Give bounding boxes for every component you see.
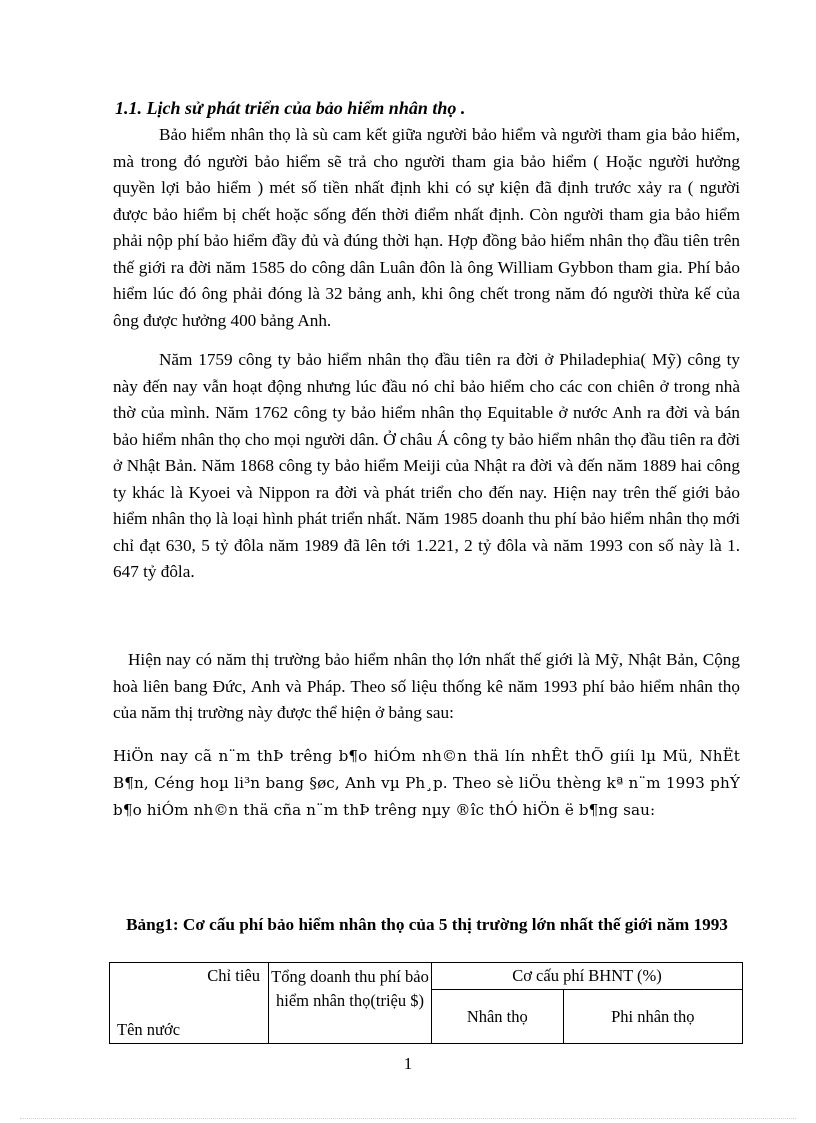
paragraph-garbled-encoding: HiÖn nay cã n¨m thÞ trêng b¶o hiÓm nh©n thä lín nhÊt thÕ giíi lµ Mü, NhËt B¶n, Céng hoµ li³n bang §øc, Anh vµ Ph¸p. Theo sè liÖu thèng kª n¨m 1993 phÝ b¶o hiÓm nh©n thä cña n¨m thÞ trêng nµy ®îc thÓ hiÖn ë b¶ng sau: bbox=[113, 747, 740, 819]
table-header-row bbox=[110, 963, 743, 990]
life-subheader-cell: Nhân thọ bbox=[432, 990, 564, 1044]
structure-header-cell: Cơ cấu phí BHNT (%) bbox=[432, 963, 743, 990]
category-label-top: Chỉ tiêu bbox=[207, 966, 260, 985]
revenue-header-cell: Tổng doanh thu phí bảo hiểm nhân thọ(triệu $) bbox=[269, 963, 432, 1044]
paragraph-history-intro: Bảo hiểm nhân thọ là sù cam kết giữa người bảo hiểm và người tham gia bảo hiểm, mà trong đó người bảo hiểm sẽ trả cho người tham gia bảo hiểm ( Hoặc người hưởng quyền lợi bảo hiểm ) mét số tiền nhất định khi có sự kiện đã định trước xảy ra ( người được bảo hiểm bị chết hoặc sống đến thời điểm nhất định. Còn người tham gia bảo hiểm phải nộp phí bảo hiểm đầy đủ và đúng thời hạn. Hợp đồng bảo hiểm nhân thọ đầu tiên trên thế giới ra đời năm 1585 do công dân Luân đôn là ông William Gybbon tham gia. Phí bảo hiểm lúc đó ông phải đóng là 32 bảng anh, khi ông chết trong năm đó người thừa kế của ông được hưởng 400 bảng Anh. bbox=[113, 125, 740, 330]
page-bottom-divider bbox=[20, 1118, 796, 1119]
section-heading: 1.1. Lịch sử phát triển của bảo hiểm nhân thọ . bbox=[115, 98, 466, 118]
paragraph-history-companies: Năm 1759 công ty bảo hiểm nhân thọ đầu tiên ra đời ở Philadephia( Mỹ) công ty này đến nay vẫn hoạt động nhưng lúc đầu nó chỉ bảo hiểm cho các con chiên ở trong nhà thờ của mình. Năm 1762 công ty bảo hiểm nhân thọ Equitable ở nước Anh ra đời và bán bảo hiểm nhân thọ cho mọi người dân. Ở châu Á công ty bảo hiểm nhân thọ đầu tiên ra đời ở Nhật Bản. Năm 1868 công ty bảo hiểm Meiji của Nhật ra đời và đến năm 1889 hai công ty khác là Kyoei và Nippon ra đời và phát triển cho đến nay. Hiện nay trên thế giới bảo hiểm nhân thọ là loại hình phát triển nhất. Năm 1985 doanh thu phí bảo hiểm nhân thọ mới chỉ đạt 630, 5 tỷ đôla năm 1989 đã lên tới 1.221, 2 tỷ đôla và năm 1993 con số này là 1. 647 tỷ đôla. bbox=[113, 350, 740, 581]
category-header-cell bbox=[110, 963, 269, 1044]
nonlife-subheader-cell: Phi nhân thọ bbox=[563, 990, 742, 1044]
premium-structure-table bbox=[109, 962, 743, 1044]
paragraph-five-markets: Hiện nay có năm thị trường bảo hiểm nhân thọ lớn nhất thế giới là Mỹ, Nhật Bản, Cộng hoà liên bang Đức, Anh và Pháp. Theo số liệu thống kê năm 1993 phí bảo hiểm nhân thọ của năm thị trường này được thể hiện ở bảng sau: bbox=[113, 650, 740, 722]
page-number: 1 bbox=[403, 1054, 413, 1073]
category-label-bottom: Tên nước bbox=[117, 1020, 181, 1039]
table-caption: Bảng1: Cơ cấu phí bảo hiểm nhân thọ của 5 thị trường lớn nhất thế giới năm 1993 bbox=[126, 915, 728, 934]
